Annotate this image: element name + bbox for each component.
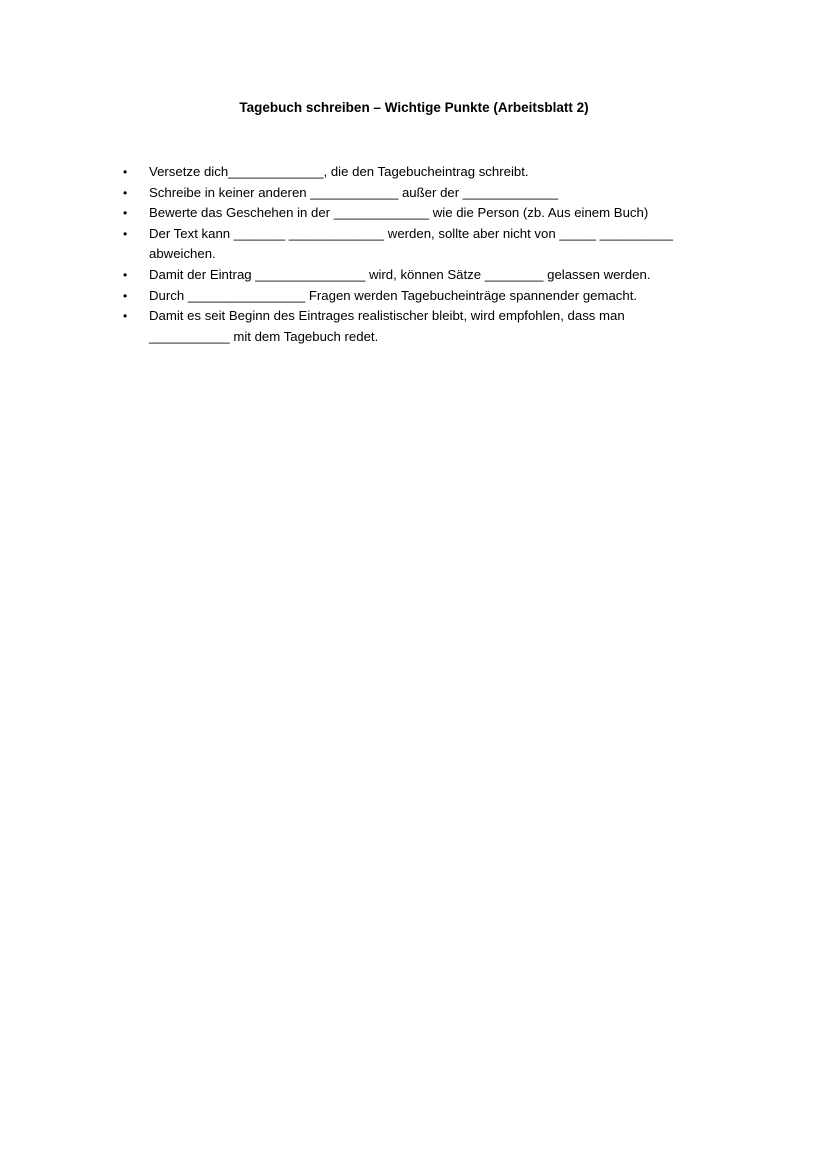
bullet-icon: • [123, 185, 128, 200]
list-item-text-continuation: abweichen. [149, 246, 216, 262]
bullet-icon: • [123, 206, 128, 221]
list-item [121, 203, 721, 224]
list-item [121, 224, 721, 265]
list-item-text: Versetze dich_____________, die den Tagebucheintrag schreibt. [149, 164, 529, 179]
bullet-icon: • [123, 288, 128, 303]
key-points-list [121, 162, 721, 347]
list-item-text: Damit es seit Beginn des Eintrages realistischer bleibt, wird empfohlen, dass man [149, 308, 625, 324]
bullet-icon: • [123, 309, 128, 324]
list-item-text: Bewerte das Geschehen in der _____________ wie die Person (zb. Aus einem Buch) [149, 205, 649, 221]
list-item [121, 286, 721, 307]
bullet-icon: • [123, 267, 128, 282]
list-item [121, 306, 721, 347]
list-item-text-continuation: ___________ mit dem Tagebuch redet. [149, 328, 379, 344]
bullet-icon: • [123, 226, 128, 241]
list-item-text: Schreibe in keiner anderen ____________ außer der _____________ [149, 184, 559, 200]
list-item [121, 183, 721, 204]
worksheet-title: Tagebuch schreiben – Wichtige Punkte (Arbeitsblatt 2) [239, 100, 589, 115]
list-item-text: Durch ________________ Fragen werden Tagebucheinträge spannender gemacht. [149, 287, 638, 303]
list-item-text: Damit der Eintrag _______________ wird, können Sätze ________ gelassen werden. [149, 266, 651, 282]
bullet-icon: • [123, 165, 128, 179]
list-item-text: Der Text kann _______ _____________ werden, sollte aber nicht von _____ __________ [149, 225, 674, 241]
list-item [121, 265, 721, 286]
list-item [121, 162, 721, 183]
